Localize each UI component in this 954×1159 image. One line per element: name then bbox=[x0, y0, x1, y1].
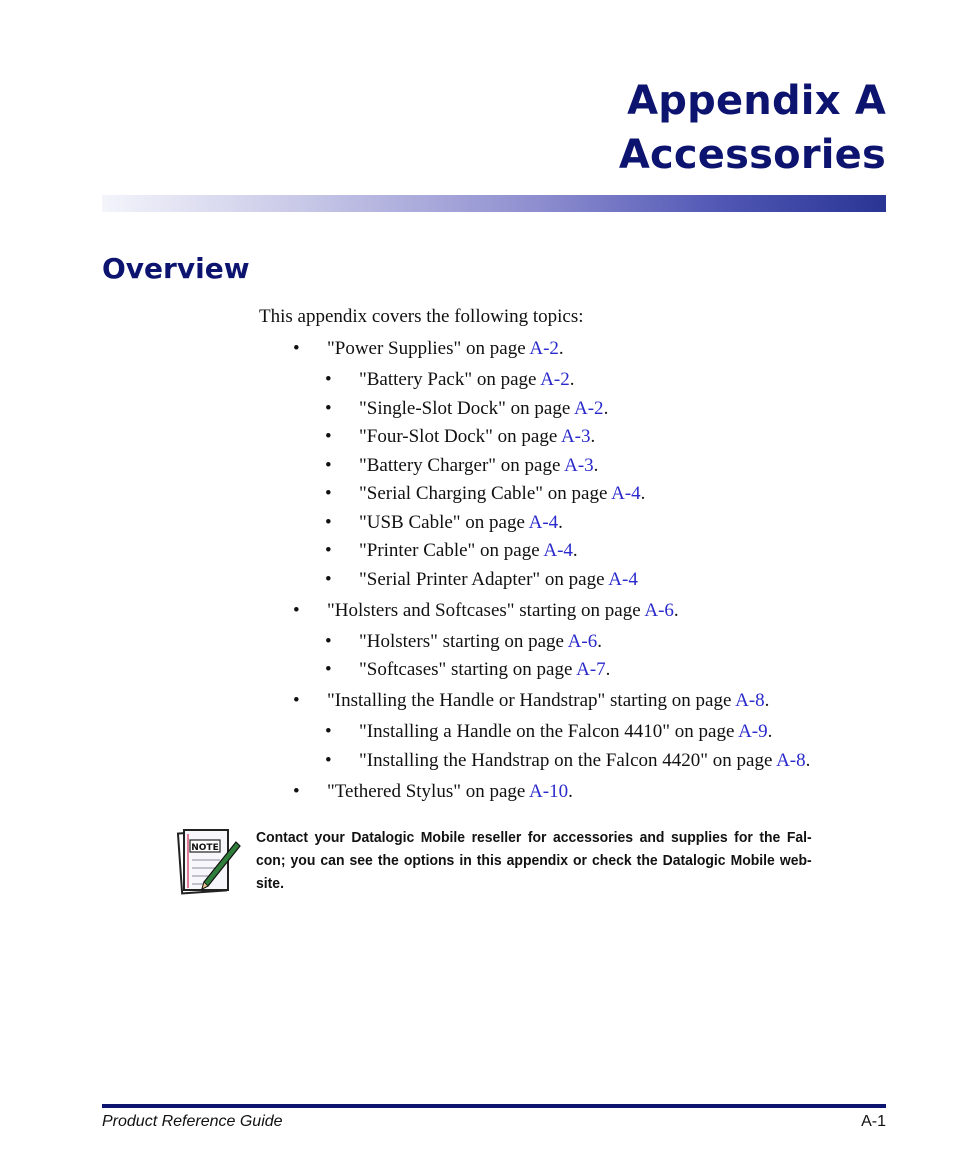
note-text: Contact your Datalogic Mobile reseller for accessories and supplies for the Fal-con; you can see the options in this appendix or check the Datalogic Mobile web-site. bbox=[256, 829, 812, 892]
list-item-text bbox=[327, 600, 679, 622]
bullet: • bbox=[293, 781, 300, 802]
page-reference-link[interactable]: A-7 bbox=[576, 659, 606, 680]
list-item-text bbox=[359, 369, 575, 391]
page-reference-link[interactable]: A-2 bbox=[540, 369, 570, 390]
topic-suffix: . bbox=[597, 631, 602, 652]
bullet: • bbox=[325, 631, 332, 652]
list-item-text bbox=[359, 631, 602, 653]
topic-label: "Battery Pack" on page bbox=[359, 369, 541, 390]
topic-label: "Holsters" starting on page bbox=[359, 631, 568, 652]
note-icon-label: NOTE bbox=[191, 843, 219, 853]
page-reference-link[interactable]: A-9 bbox=[738, 721, 768, 742]
list-item-text bbox=[359, 512, 563, 534]
topic-suffix: . bbox=[590, 426, 596, 447]
topic-label: "Installing the Handle or Handstrap" starting on page bbox=[327, 690, 736, 711]
page-reference-link[interactable]: A-8 bbox=[776, 750, 806, 771]
topic-suffix: . bbox=[569, 369, 575, 390]
list-item-text bbox=[359, 569, 638, 591]
list-item-text bbox=[359, 750, 810, 772]
topic-suffix: . bbox=[805, 750, 811, 771]
list-item-text bbox=[327, 338, 564, 360]
topic-suffix: . bbox=[558, 512, 563, 533]
list-item-text bbox=[359, 398, 608, 420]
topic-suffix: . bbox=[572, 540, 578, 561]
bullet: • bbox=[325, 659, 332, 680]
bullet: • bbox=[325, 540, 332, 561]
bullet: • bbox=[293, 600, 300, 621]
topic-label: "Installing a Handle on the Falcon 4410" on page bbox=[359, 721, 739, 742]
intro-text: This appendix covers the following topics: bbox=[259, 306, 584, 327]
page-reference-link[interactable]: A-6 bbox=[567, 631, 598, 652]
bullet: • bbox=[325, 426, 332, 447]
section-heading: Overview bbox=[102, 252, 250, 285]
footer-rule bbox=[102, 1104, 886, 1108]
topic-label: "Serial Printer Adapter" on page bbox=[359, 569, 609, 590]
topic-label: "Single-Slot Dock" on page bbox=[359, 398, 574, 419]
page-reference-link[interactable]: A-3 bbox=[560, 426, 591, 447]
topic-label: "Four-Slot Dock" on page bbox=[359, 426, 561, 447]
topic-label: "USB Cable" on page bbox=[359, 512, 529, 533]
page-reference-link[interactable]: A-10 bbox=[529, 781, 569, 802]
title-gradient-bar bbox=[102, 195, 886, 212]
topic-label: "Printer Cable" on page bbox=[359, 540, 544, 561]
bullet: • bbox=[293, 338, 300, 359]
bullet: • bbox=[325, 483, 332, 504]
list-item-text bbox=[327, 781, 573, 803]
page-reference-link[interactable]: A-3 bbox=[564, 455, 594, 476]
topic-label: "Serial Charging Cable" on page bbox=[359, 483, 612, 504]
topic-label: "Holsters and Softcases" starting on page bbox=[327, 600, 645, 621]
page-reference-link[interactable]: A-4 bbox=[608, 569, 638, 590]
bullet: • bbox=[325, 398, 332, 419]
page-reference-link[interactable]: A-2 bbox=[529, 338, 559, 359]
bullet: • bbox=[325, 455, 332, 476]
bullet: • bbox=[325, 512, 332, 533]
footer-page-number: A-1 bbox=[861, 1113, 886, 1130]
footer-guide-title: Product Reference Guide bbox=[102, 1113, 283, 1130]
bullet: • bbox=[293, 690, 300, 711]
topic-suffix: . bbox=[603, 398, 609, 419]
topic-label: "Tethered Stylus" on page bbox=[327, 781, 530, 802]
list-item-text bbox=[359, 455, 598, 477]
list-item-text bbox=[359, 426, 595, 448]
page-reference-link[interactable]: A-4 bbox=[611, 483, 641, 504]
list-item-text bbox=[327, 690, 769, 712]
bullet: • bbox=[325, 369, 332, 390]
topic-label: "Battery Charger" on page bbox=[359, 455, 565, 476]
topic-suffix: . bbox=[558, 338, 564, 359]
chapter-title-line2: Accessories bbox=[618, 132, 886, 178]
bullet: • bbox=[325, 721, 332, 742]
topic-suffix: . bbox=[764, 690, 770, 711]
list-item-text bbox=[359, 483, 645, 505]
list-item-text bbox=[359, 659, 610, 681]
topic-label: "Power Supplies" on page bbox=[327, 338, 530, 359]
chapter-title-line1: Appendix A bbox=[627, 78, 886, 124]
bullet: • bbox=[325, 569, 332, 590]
page-reference-link[interactable]: A-4 bbox=[543, 540, 573, 561]
topic-label: "Installing the Handstrap on the Falcon 4420" on page bbox=[359, 750, 777, 771]
topic-suffix: . bbox=[640, 483, 646, 504]
topic-suffix: . bbox=[593, 455, 599, 476]
topic-suffix: . bbox=[605, 659, 611, 680]
page-reference-link[interactable]: A-8 bbox=[735, 690, 765, 711]
note-pad-pen-icon bbox=[174, 826, 242, 898]
list-item-text bbox=[359, 540, 578, 562]
list-item-text bbox=[359, 721, 772, 743]
topic-label: "Softcases" starting on page bbox=[359, 659, 577, 680]
page-reference-link[interactable]: A-2 bbox=[574, 398, 604, 419]
topic-suffix: . bbox=[767, 721, 773, 742]
topic-suffix: . bbox=[673, 600, 679, 621]
page-reference-link[interactable]: A-4 bbox=[528, 512, 559, 533]
topic-suffix: . bbox=[568, 781, 573, 802]
bullet: • bbox=[325, 750, 332, 771]
page-reference-link[interactable]: A-6 bbox=[644, 600, 674, 621]
chapter-title bbox=[619, 74, 886, 182]
